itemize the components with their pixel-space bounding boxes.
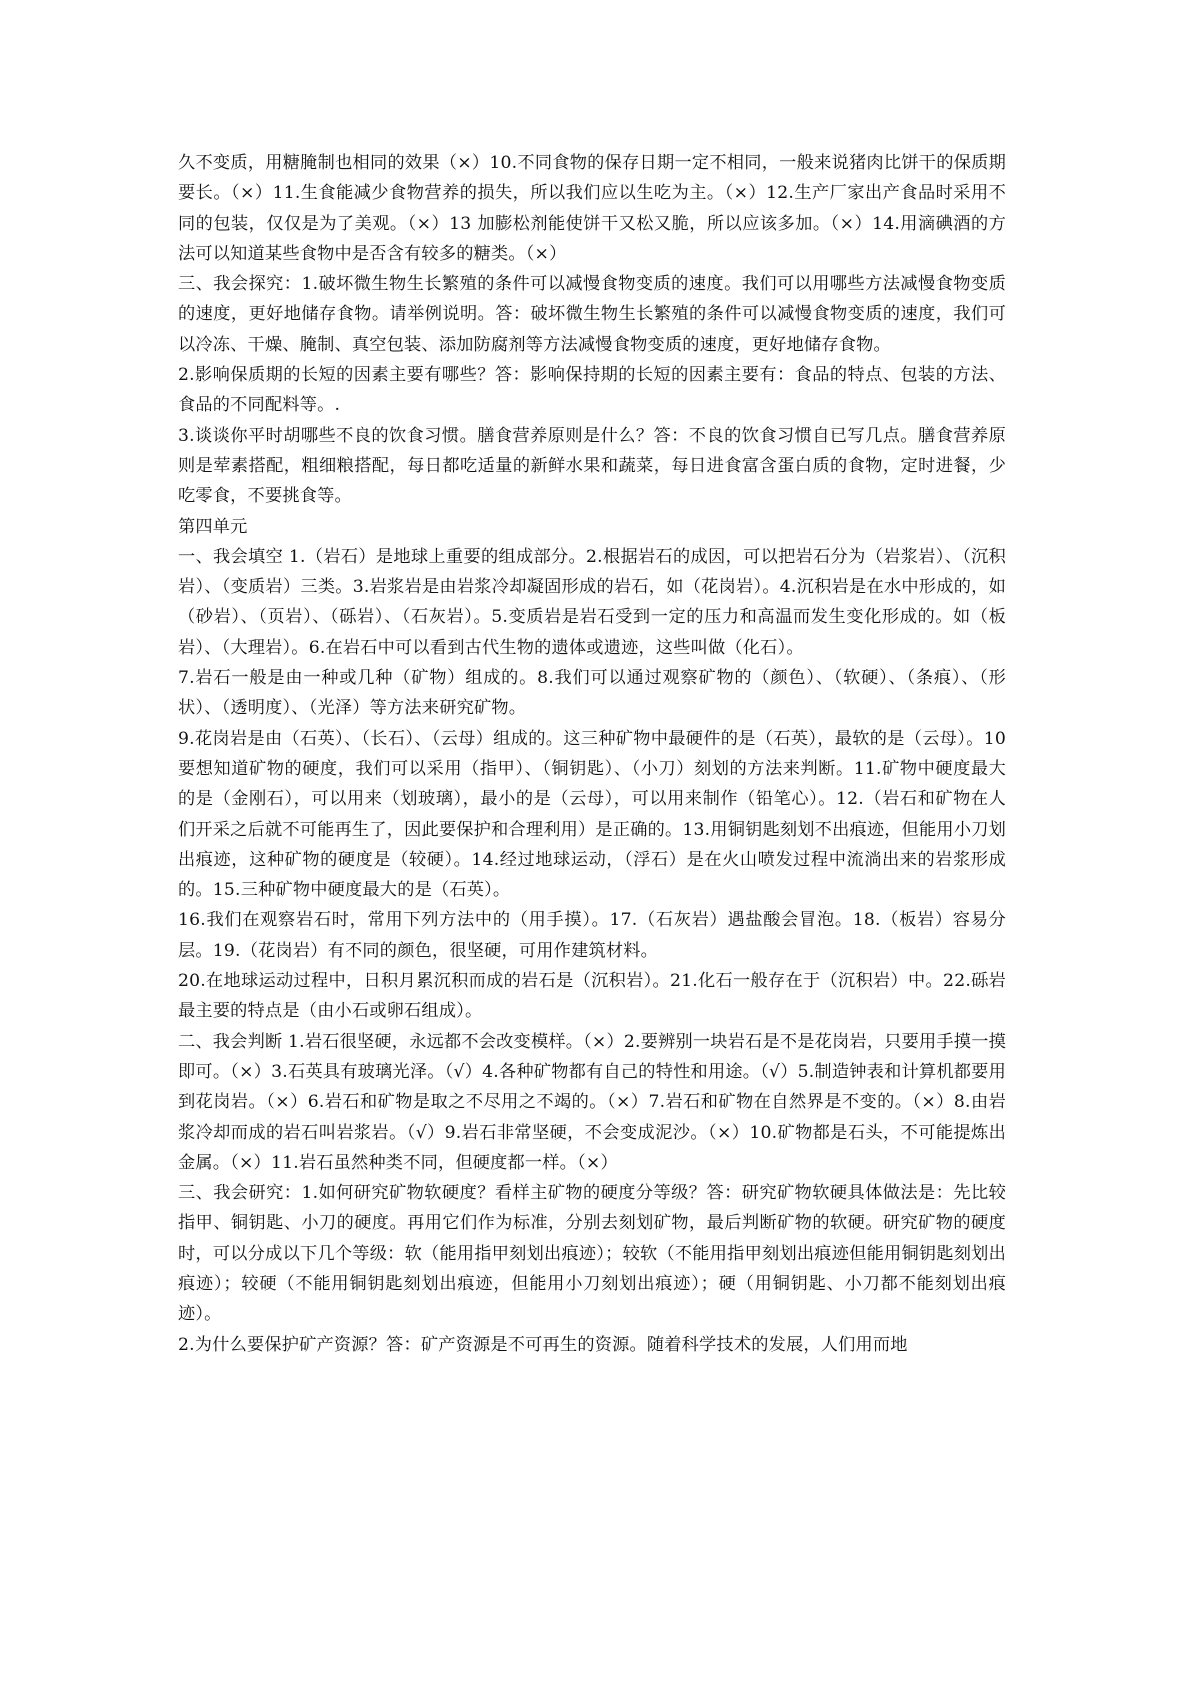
paragraph-unit3-explore-q1: 三、我会探究：1.破坏微生物生长繁殖的条件可以减慢食物变质的速度。我们可以用哪些方法减慢食物变质的速度，更好地储存食物。请举例说明。答：破坏微生物生长繁殖的条件可以减慢食物变质的速度，我们可以冷冻、干燥、腌制、真空包装、添加防腐剂等方法减慢食物变质的速度，更好地储存食物。 bbox=[178, 274, 1006, 355]
paragraph-unit4-research-q2: 2.为什么要保护矿产资源？答：矿产资源是不可再生的资源。随着科学技术的发展，人们用而地 bbox=[178, 1334, 908, 1355]
paragraph-unit4-fill-7-8: 7.岩石一般是由一种或几种（矿物）组成的。8.我们可以通过观察矿物的（颜色）、（软硬）、（条痕）、（形状）、（透明度）、（光泽）等方法来研究矿物。 bbox=[178, 668, 1006, 719]
paragraph-unit4-fill-9-15: 9.花岗岩是由（石英）、（长石）、（云母）组成的。这三种矿物中最硬件的是（石英），最软的是（云母）。10 要想知道矿物的硬度，我们可以采用（指甲）、（铜钥匙）、（小刀）刻划的方法来判断。11.矿物中硬度最大的是（金刚石），可以用来（划玻璃），最小的是（云母），可以用来制作（铅笔心）。12.（岩石和矿物在人们开采之后就不可能再生了，因此要保护和合理利用）是正确的。13.用铜钥匙刻划不出痕迹，但能用小刀划出痕迹，这种矿物的硬度是（较硬）。14.经过地球运动，（浮石）是在火山喷发过程中流淌出来的岩浆形成的。15.三种矿物中硬度最大的是（石英）。 bbox=[178, 728, 1006, 901]
paragraph-unit3-judgement-continued: 久不变质，用糖腌制也相同的效果（×）10.不同食物的保存日期一定不相同，一般来说猪肉比饼干的保质期要长。（×）11.生食能减少食物营养的损失，所以我们应以生吃为主。（×）12.生产厂家出产食品时采用不同的包装，仅仅是为了美观。（×）13 加膨松剂能使饼干又松又脆，所以应该多加。（×）14.用滴碘酒的方法可以知道某些食物中是否含有较多的糖类。（×） bbox=[178, 153, 1006, 264]
paragraph-unit4-judgement: 二、我会判断 1.岩石很坚硬，永远都不会改变模样。（×）2.要辨别一块岩石是不是花岗岩，只要用手摸一摸即可。（×）3.石英具有玻璃光泽。（√）4.各种矿物都有自己的特性和用途。（√）5.制造钟表和计算机都要用到花岗岩。（×）6.岩石和矿物是取之不尽用之不竭的。（×）7.岩石和矿物在自然界是不变的。（×）8.由岩浆冷却而成的岩石叫岩浆岩。（√）9.岩石非常坚硬，不会变成泥沙。（×）10.矿物都是石头，不可能提炼出金属。（×）11.岩石虽然种类不同，但硬度都一样。（×） bbox=[178, 1031, 1006, 1173]
document-page bbox=[178, 148, 1006, 1360]
paragraph-unit3-explore-q2: 2.影响保质期的长短的因素主要有哪些？答：影响保持期的长短的因素主要有：食品的特点、包装的方法、食品的不同配料等。. bbox=[178, 365, 1006, 416]
unit4-heading: 第四单元 bbox=[178, 516, 248, 537]
paragraph-unit4-fill-16-19: 16.我们在观察岩石时，常用下列方法中的（用手摸）。17.（石灰岩）遇盐酸会冒泡。18.（板岩）容易分层。19.（花岗岩）有不同的颜色，很坚硬，可用作建筑材料。 bbox=[178, 910, 1006, 961]
paragraph-unit4-fill-1-6: 一、我会填空 1.（岩石）是地球上重要的组成部分。2.根据岩石的成因，可以把岩石分为（岩浆岩）、（沉积岩）、（变质岩）三类。3.岩浆岩是由岩浆冷却凝固形成的岩石，如（花岗岩）。4.沉积岩是在水中形成的，如（砂岩）、（页岩）、（砾岩）、（石灰岩）。5.变质岩是岩石受到一定的压力和高温而发生变化形成的。如（板岩）、（大理岩）。6.在岩石中可以看到古代生物的遗体或遗迹，这些叫做（化石）。 bbox=[178, 546, 1006, 658]
paragraph-unit4-fill-20-22: 20.在地球运动过程中，日积月累沉积而成的岩石是（沉积岩）。21.化石一般存在于（沉积岩）中。22.砾岩最主要的特点是（由小石或卵石组成）。 bbox=[178, 971, 1006, 1022]
paragraph-unit4-research-q1: 三、我会研究：1.如何研究矿物软硬度？看样主矿物的硬度分等级？答：研究矿物软硬具体做法是：先比较指甲、铜钥匙、小刀的硬度。再用它们作为标准，分别去刻划矿物，最后判断矿物的软硬。研究矿物的硬度时，可以分成以下几个等级：软（能用指甲刻划出痕迹）；较软（不能用指甲刻划出痕迹但能用铜钥匙刻划出痕迹）；较硬（不能用铜钥匙刻划出痕迹，但能用小刀刻划出痕迹）；硬（用铜钥匙、小刀都不能刻划出痕迹）。 bbox=[178, 1183, 1006, 1325]
paragraph-unit3-explore-q3: 3.谈谈你平时胡哪些不良的饮食习惯。膳食营养原则是什么？答：不良的饮食习惯自已写几点。膳食营养原则是荤素搭配，粗细粮搭配，每日都吃适量的新鲜水果和蔬菜，每日进食富含蛋白质的食物，定时进餐，少吃零食，不要挑食等。 bbox=[178, 425, 1006, 507]
